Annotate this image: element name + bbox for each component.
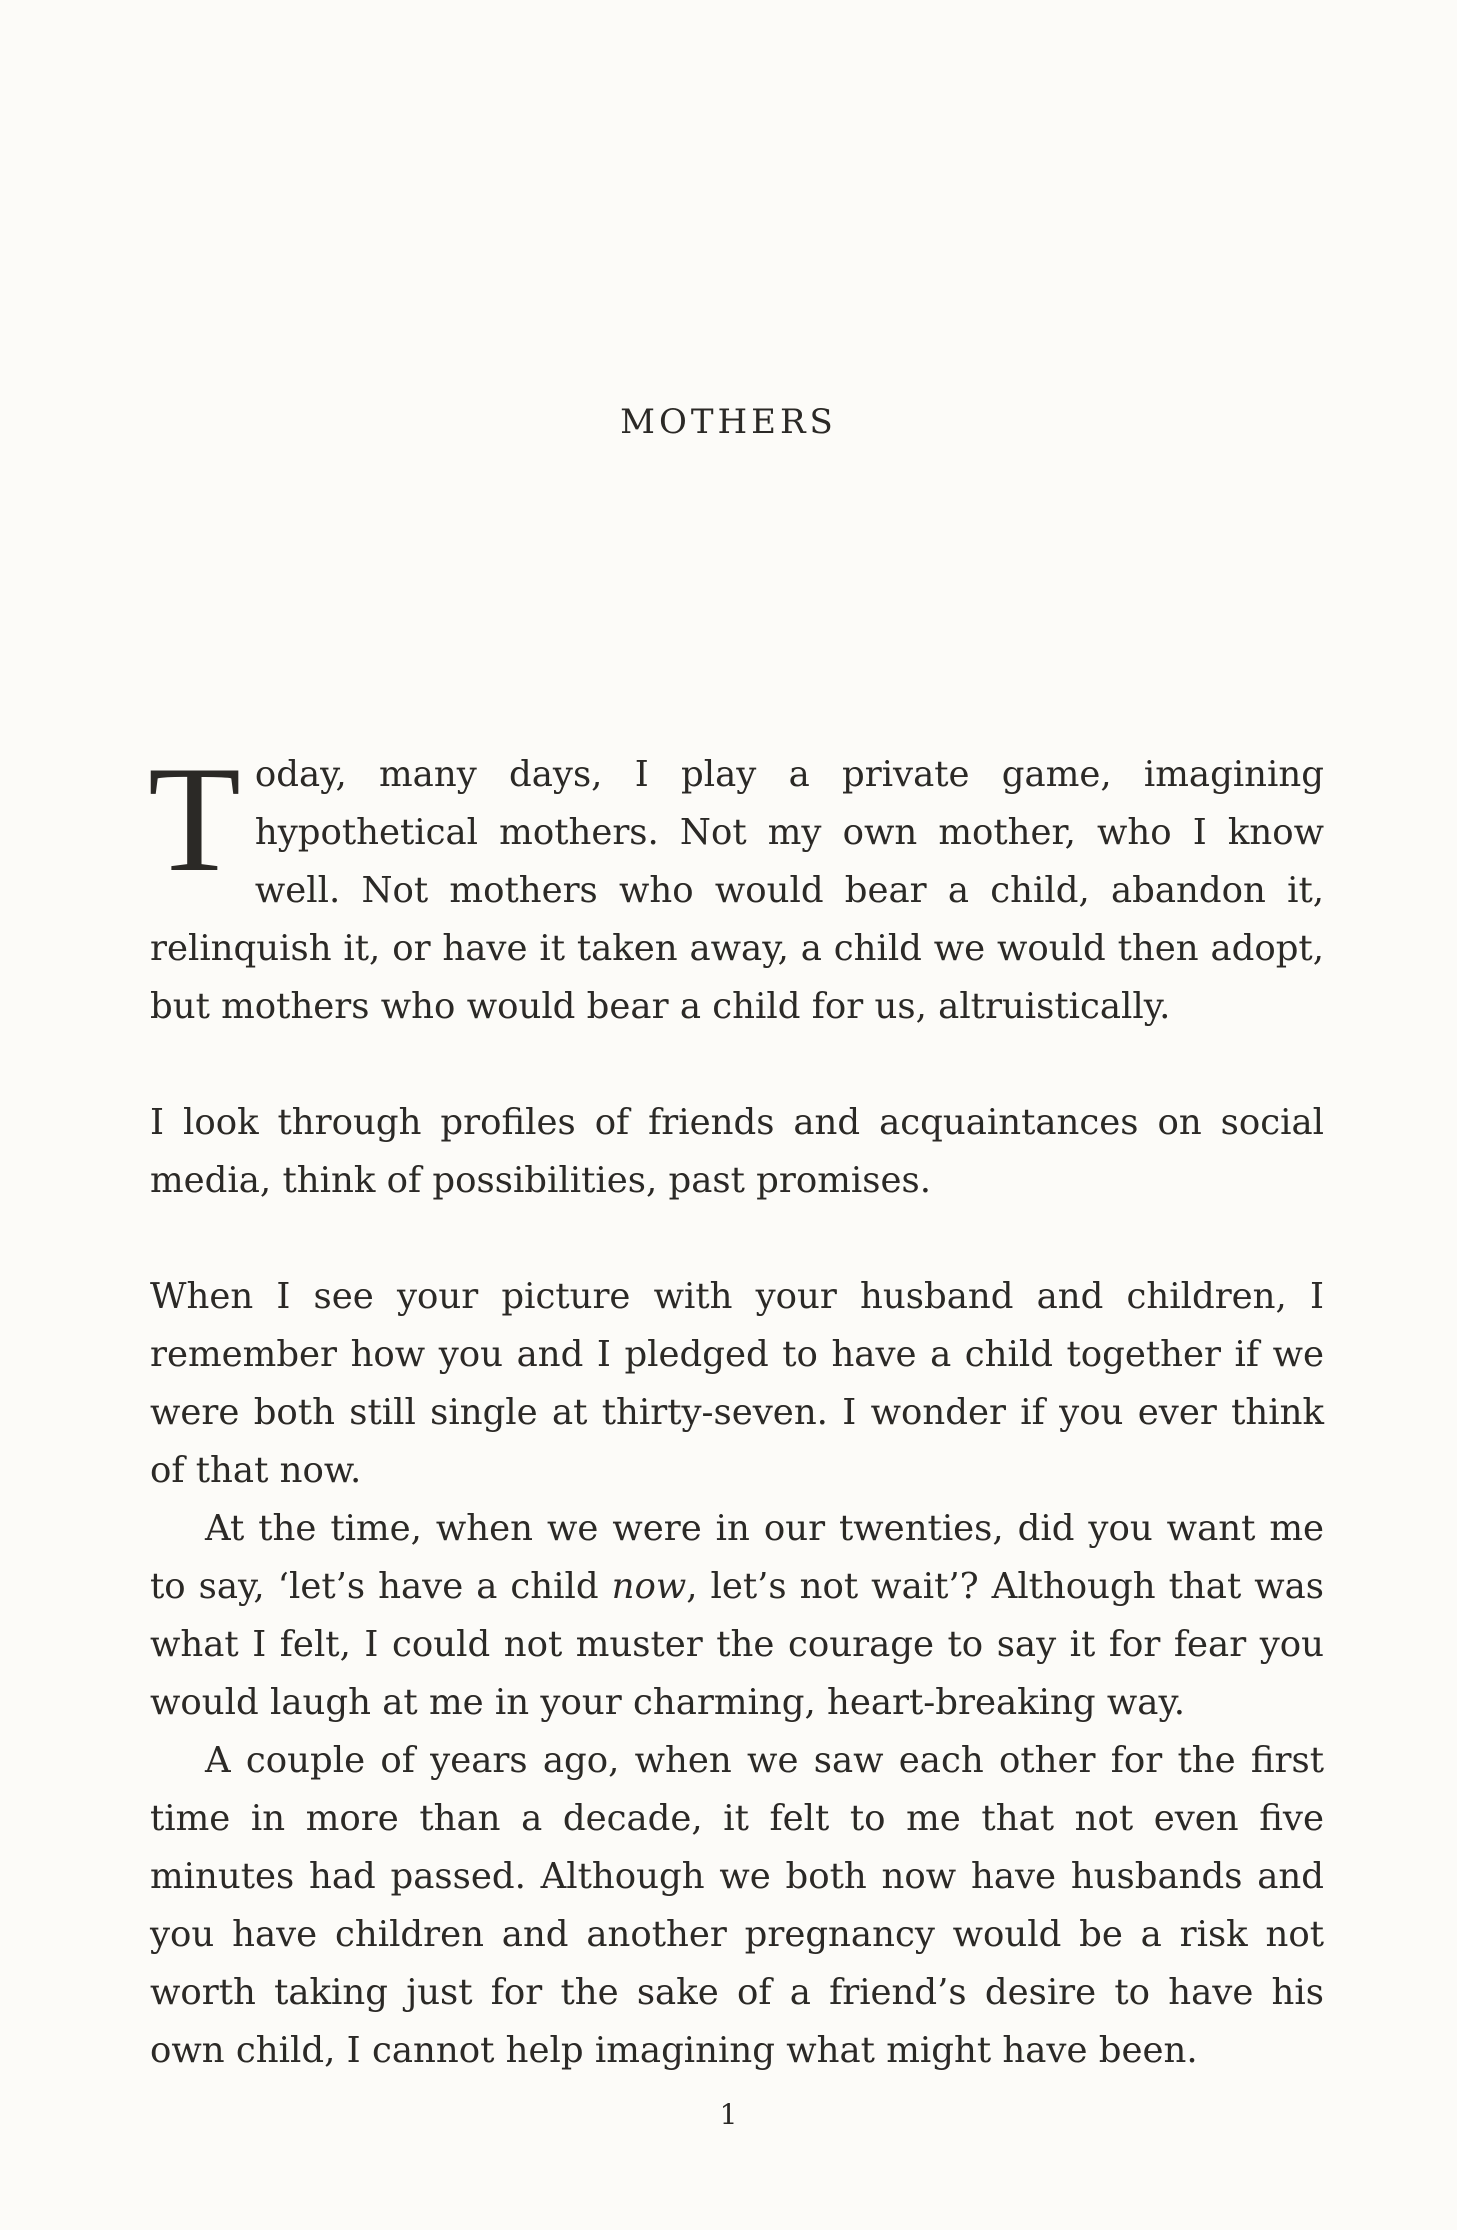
paragraph-picture: When I see your picture with your husband and children, I remember how you and I pledged to have a child together if we were both still single at thirty-seven. I wonder if you ever think of that now.: [150, 1276, 1324, 1491]
paragraph-twenties: [150, 1500, 1324, 1732]
opening-paragraph: [148, 735, 1324, 1036]
page-number: 1: [719, 2098, 738, 2131]
opening-paragraph-text: oday, many days, I play a private game, imagining hypothetical mothers. Not my own mother, who I know well. Not mothers who would bear a child, abandon it, relinquish it, or have it taken away, a child we would then adopt, but mothers who would bear a child for us, altruistically.: [150, 754, 1324, 1027]
paragraph-twenties-after: , let’s not wait’? Although that was what I felt, I could not muster the courage to say it for fear you would laugh at me in your charming, heart-breaking way.: [150, 1566, 1324, 1723]
paragraph-reunion: A couple of years ago, when we saw each other for the first time in more than a decade, it felt to me that not even five minutes had passed. Although we both now have husbands and you have children and another pregnancy would be a risk not worth taking just for the sake of a friend’s desire to have his own child, I cannot help imagining what might have been.: [150, 1740, 1324, 2071]
paragraph-social-media: I look through profiles of friends and acquaintances on social media, think of possibilities, past promises.: [150, 1102, 1324, 1201]
chapter-title: MOTHERS: [620, 402, 837, 442]
chapter-body: [148, 735, 1324, 2080]
emphasis-now: now: [611, 1566, 687, 1607]
paragraph-twenties-before: At the time, when we were in our twenties, did you want me to say, ‘let’s have a child: [150, 1508, 1324, 1607]
drop-cap: T: [148, 735, 241, 903]
